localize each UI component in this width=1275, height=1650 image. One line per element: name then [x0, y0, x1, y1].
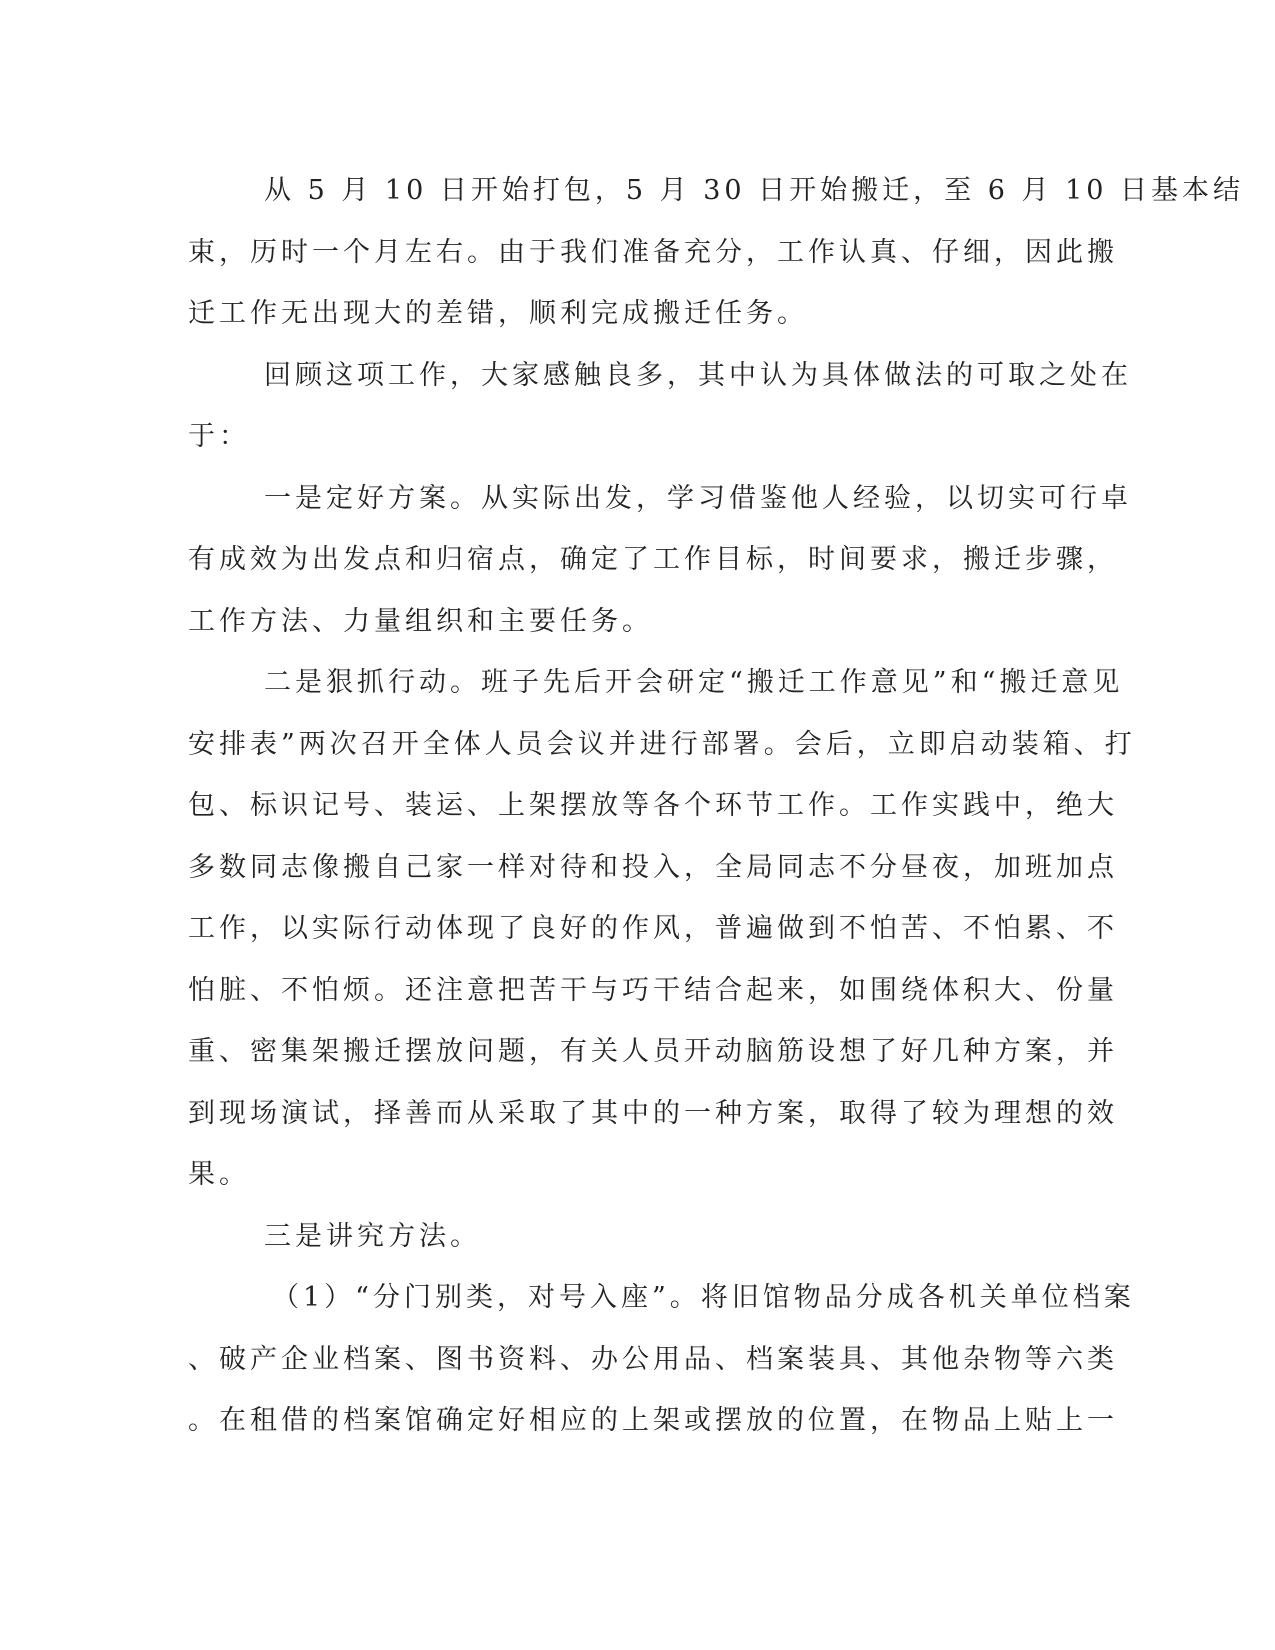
paragraph-6-line-1: （1）“分门别类，对号入座”。将旧馆物品分成各机关单位档案 — [272, 1282, 1135, 1313]
paragraph-3-line-1: 一是定好方案。从实际出发，学习借鉴他人经验，以切实可行卓 — [264, 482, 1132, 514]
paragraph-4-line-9: 果。 — [188, 1159, 250, 1190]
paragraph-4-line-1: 二是狠抓行动。班子先后开会研定“搬迁工作意见”和“搬迁意见 — [264, 667, 1124, 698]
paragraph-4-line-7: 重、密集架搬迁摆放问题，有关人员开动脑筋设想了好几种方案，并 — [188, 1036, 1118, 1067]
paragraph-2-line-1: 回顾这项工作，大家感触良多，其中认为具体做法的可取之处在 — [264, 359, 1132, 391]
paragraph-1-line-2: 束，历时一个月左右。由于我们准备充分，工作认真、仔细，因此搬 — [188, 236, 1118, 268]
paragraph-4-line-3: 包、标识记号、装运、上架摆放等各个环节工作。工作实践中，绝大 — [188, 790, 1118, 821]
paragraph-1-line-3: 迁工作无出现大的差错，顺利完成搬迁任务。 — [188, 298, 808, 329]
paragraph-4-line-2: 安排表”两次召开全体人员会议并进行部署。会后，立即启动装箱、打 — [188, 728, 1136, 760]
paragraph-6-line-2: 、破产企业档案、图书资料、办公用品、档案装具、其他杂物等六类 — [188, 1343, 1118, 1375]
paragraph-2-line-2: 于： — [188, 421, 250, 452]
paragraph-6-line-3: 。在租借的档案馆确定好相应的上架或摆放的位置，在物品上贴上一 — [188, 1405, 1118, 1436]
document-body — [188, 160, 1245, 1452]
paragraph-3-line-2: 有成效为出发点和归宿点，确定了工作目标，时间要求，搬迁步骤， — [188, 544, 1118, 575]
paragraph-4-line-6: 怕脏、不怕烦。还注意把苦干与巧干结合起来，如围绕体积大、份量 — [188, 974, 1118, 1006]
paragraph-4-line-4: 多数同志像搬自己家一样对待和投入，全局同志不分昼夜，加班加点 — [188, 851, 1118, 883]
paragraph-1-line-1: 从 5 月 10 日开始打包，5 月 30 日开始搬迁，至 6 月 10 日基本结 — [264, 175, 1245, 206]
paragraph-5-line-1: 三是讲究方法。 — [264, 1220, 481, 1252]
paragraph-3-line-3: 工作方法、力量组织和主要任务。 — [188, 605, 653, 637]
paragraph-4-line-8: 到现场演试，择善而从采取了其中的一种方案，取得了较为理想的效 — [188, 1097, 1118, 1129]
paragraph-4-line-5: 工作，以实际行动体现了良好的作风，普遍做到不怕苦、不怕累、不 — [188, 913, 1118, 944]
